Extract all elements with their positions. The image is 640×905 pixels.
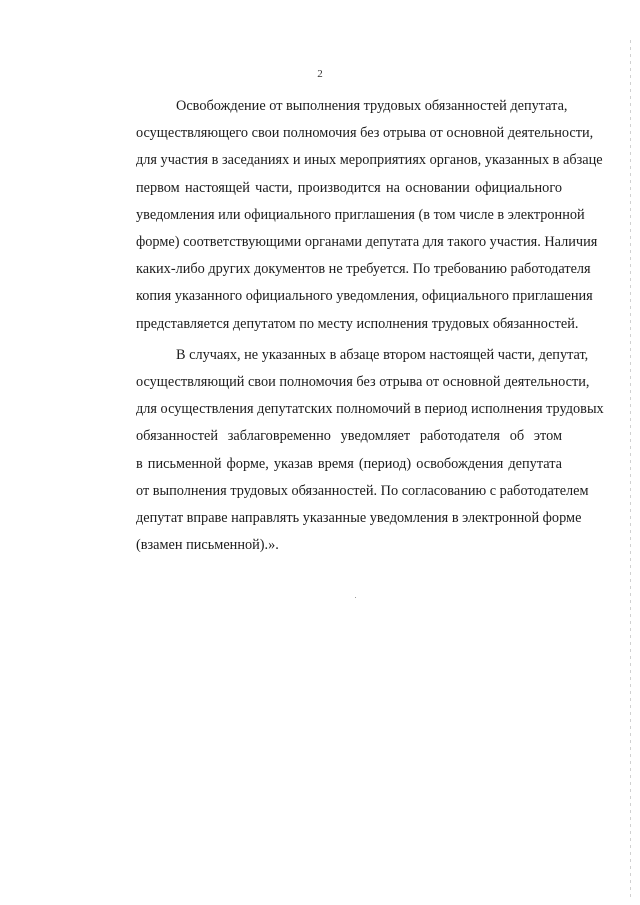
text-line: осуществляющего свои полномочия без отрыва от основной деятельности,: [136, 125, 594, 142]
page-number: 2: [317, 68, 323, 80]
text-line: первом настоящей части, производится на основании официального: [136, 179, 562, 196]
text-line: копия указанного официального уведомления, официального приглашения: [136, 288, 593, 305]
text-line: обязанностей заблаговременно уведомляет работодателя об этом: [136, 428, 562, 445]
text-line: для осуществления депутатских полномочий в период исполнения трудовых: [136, 401, 604, 418]
text-line: Освобождение от выполнения трудовых обязанностей депутата,: [176, 98, 568, 114]
text-line: осуществляющий свои полномочия без отрыва от основной деятельности,: [136, 374, 590, 391]
text-line: в письменной форме, указав время (период) освобождения депутата: [136, 455, 562, 472]
paragraph-1: [96, 93, 603, 338]
text-line: (взамен письменной).».: [136, 537, 279, 554]
text-line: форме) соответствующими органами депутата для такого участия. Наличия: [136, 234, 598, 251]
text-line: В случаях, не указанных в абзаце втором настоящей части, депутат,: [176, 346, 589, 363]
text-line: каких-либо других документов не требуется. По требованию работодателя: [136, 261, 591, 278]
text-line: для участия в заседаниях и иных мероприятиях органов, указанных в абзаце: [136, 152, 603, 169]
scan-speck: [355, 597, 356, 598]
text-line: уведомления или официального приглашения (в том числе в электронной: [136, 206, 585, 223]
document-body: [96, 93, 604, 559]
text-line: депутат вправе направлять указанные уведомления в электронной форме: [136, 510, 582, 527]
text-line: представляется депутатом по месту исполнения трудовых обязанностей.: [136, 315, 579, 332]
scan-edge-artifact: [630, 40, 631, 900]
text-line: от выполнения трудовых обязанностей. По согласованию с работодателем: [136, 482, 589, 499]
paragraph-2: [96, 342, 604, 560]
